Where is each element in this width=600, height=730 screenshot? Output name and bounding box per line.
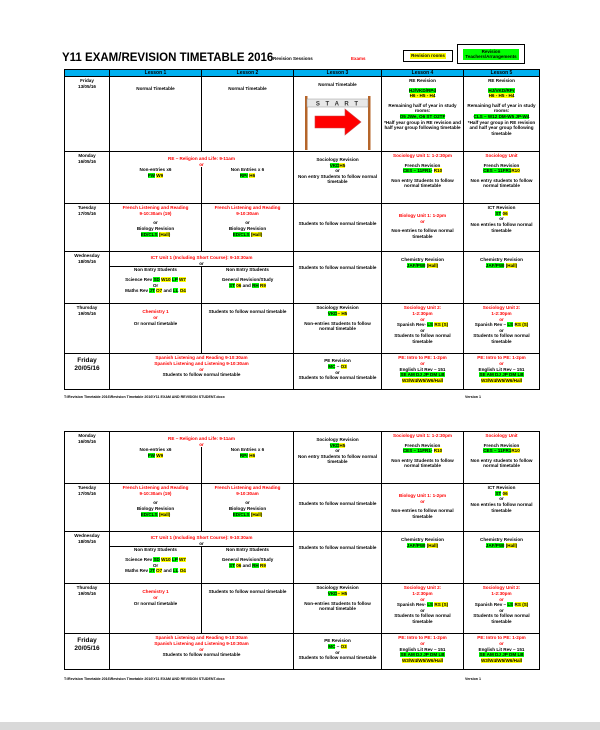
lesson-cell: French Listening and Reading 9-10:30am or Biology Revision ED/CLS (Hall) xyxy=(202,204,294,252)
lesson-cell-merged: Spanish Listening and Reading 9-10:30am Spanish Listening and Listening 9-10:30am or Students to follow normal timetable xyxy=(110,634,294,670)
lesson-cell: PE: Intro to PE: 1-2pm or English Lit Rev – 151 SE AM DJ JP DM LB W3/W4/W5/W6/Hall xyxy=(382,634,464,670)
svg-text:S T A R T: S T A R T xyxy=(315,101,360,108)
timetable-table-copy xyxy=(64,431,540,670)
lesson-cell: Sociology Unit French Revision CES – 11FR1R10 Non entry students to follow normal timetable xyxy=(464,432,540,484)
lesson-cell: Students to follow normal timetable xyxy=(294,204,382,252)
lesson-cell: Normal Timetable xyxy=(202,77,294,152)
lesson-cell: PE: Intro to PE: 1-2pm or English Lit Rev – 151 SE AM DJ JP DM LB W3/W4/W5/W6/Hall xyxy=(464,354,540,390)
lesson-cell: Students to follow normal timetable xyxy=(202,304,294,354)
lesson-cell: Students to follow normal timetable xyxy=(294,252,382,304)
footer-path: T:\Revision Timetable 2016\Revision Timetable 2016\Y11 EXAM AND REVISION STUDENT.docx xyxy=(64,395,225,399)
lesson-cell: Students to follow normal timetable xyxy=(202,584,294,634)
table-row-friday-20 xyxy=(65,354,540,390)
lesson-cell: Sociology Revision VKDH5 or Non entry Students to follow normal timetable xyxy=(294,432,382,484)
lesson-cell: Chemistry Revision JAF/PWI (Hall) xyxy=(382,532,464,584)
table-row-monday xyxy=(65,432,540,484)
day-cell: Friday 20/05/16 xyxy=(65,354,110,390)
lesson-cell: Students to follow normal timetable xyxy=(294,532,382,584)
lesson-cell-merged: RE – Religion and Life: 9-11am or Non-entries x6 FW W9 Non Entries x 6 RPr H6 xyxy=(110,152,294,204)
start-arrow-icon xyxy=(303,92,373,150)
lesson-cell: Sociology Unit 1: 1-2:30pm French Revision CES – 11FR1- R10 Non entry Students to follow normal timetable xyxy=(382,432,464,484)
header-lesson-5: Lesson 5 xyxy=(464,70,540,77)
table-row-friday-13 xyxy=(65,77,540,152)
document-page-2 xyxy=(0,420,600,722)
lesson-cell: PE: Intro to PE: 1-2pm or English Lit Rev – 151 SE AM DJ JP DM LB W3/W4/W5/W6/Hall xyxy=(464,634,540,670)
day-cell: Tuesday 17/05/16 xyxy=(65,484,110,532)
header-row xyxy=(65,70,540,77)
table-row-monday xyxy=(65,152,540,204)
lesson-cell: Normal Timetable S T A R T xyxy=(294,77,382,152)
table-row-thursday xyxy=(65,304,540,354)
day-cell: Wednesday 18/05/16 xyxy=(65,532,110,584)
timetable-table xyxy=(64,69,540,390)
day-cell: Thursday 19/05/16 xyxy=(65,584,110,634)
lesson-cell: Biology Unit 1: 1-2pm or Non-entries to follow normal timetable xyxy=(382,484,464,532)
lesson-cell-merged: RE – Religion and Life: 9-11am or Non-entries x6 FW W9 Non Entries x 6 RPr H6 xyxy=(110,432,294,484)
lesson-cell: Chemistry 1 or Or normal timetable xyxy=(110,304,202,354)
table-row-wednesday xyxy=(65,532,540,584)
legend-revision-sessions: Revision Sessions xyxy=(273,56,313,61)
table-row-wednesday xyxy=(65,252,540,304)
header-lesson-1: Lesson 1 xyxy=(110,70,202,77)
lesson-cell: RE Revision HJ/VKD/RPd H6 - H5 - H4 Remaining half of year in study rooms: O5 JWe, O6 ST O2TF *Half year group in RE revision and half year group following timetable xyxy=(382,77,464,152)
lesson-cell: Chemistry 1 or Or normal timetable xyxy=(110,584,202,634)
lesson-cell-merged: ICT Unit 1 (Including Short Course): 9-10:30am or Non Entry Students Science Rev SD W10 LP W7 Or Maths Rev JT O7 and LL O4 Non Entry Students General Revision/Study ST 06 and RH R9 xyxy=(110,532,294,584)
lesson-cell: Sociology Unit 2: 1-2:30pm or Spanish Rev- LS RS (S) or Students to follow normal timetable xyxy=(382,584,464,634)
day-cell: Monday 16/05/16 xyxy=(65,432,110,484)
lesson-cell: Sociology Revision VKDH5 or Non entry Students to follow normal timetable xyxy=(294,152,382,204)
day-cell: Friday 13/05/16 xyxy=(65,77,110,152)
day-cell: Friday 20/05/16 xyxy=(65,634,110,670)
legend-exams: Exams xyxy=(351,56,366,61)
footer-path: T:\Revision Timetable 2016\Revision Timetable 2016\Y11 EXAM AND REVISION STUDENT.docx xyxy=(64,677,225,681)
legend-revision-rooms: Revision rooms xyxy=(403,50,453,62)
page-title: Y11 EXAM/REVISION TIMETABLE 2016 xyxy=(62,52,274,64)
lesson-cell: French Listening and Reading 9-10:30am (19) or Biology Revision ED/CLS (Hall) xyxy=(110,204,202,252)
day-cell: Thursday 19/05/16 xyxy=(65,304,110,354)
table-row-tuesday xyxy=(65,204,540,252)
lesson-cell: Sociology Revision VKD– H5 Non-entries Students to follow normal timetable xyxy=(294,304,382,354)
lesson-cell: Chemistry Revision JAF/PWI (Hall) xyxy=(464,252,540,304)
lesson-cell: Sociology Unit French Revision CES – 11FR1R10 Non entry students to follow normal timetable xyxy=(464,152,540,204)
lesson-cell: ICT Revision ST 06 or Non entries to follow normal timetable xyxy=(464,204,540,252)
lesson-cell: Sociology Revision VKD– H5 Non-entries Students to follow normal timetable xyxy=(294,584,382,634)
legend-revision-teachers: Revision Teachers/Arrangements xyxy=(457,44,525,64)
header-lesson-3: Lesson 3 xyxy=(294,70,382,77)
lesson-cell: Chemistry Revision JAF/PWI (Hall) xyxy=(382,252,464,304)
day-cell: Wednesday 18/05/16 xyxy=(65,252,110,304)
lesson-cell: ICT Revision ST 06 or Non entries to follow normal timetable xyxy=(464,484,540,532)
lesson-cell: PE Revision MC – O3 or Students to follow normal timetable xyxy=(294,634,382,670)
table-row-thursday xyxy=(65,584,540,634)
start-banner-graphic xyxy=(303,92,373,150)
lesson-cell-merged: Spanish Listening and Reading 9-10:30am Spanish Listening and Listening 9-10:30am or Students to follow normal timetable xyxy=(110,354,294,390)
lesson-cell-merged: ICT Unit 1 (Including Short Course): 9-10:30am or Non Entry Students Science Rev SD W10 LP W7 Or Maths Rev JT O7 and LL O4 Non Entry Students General Revision/Study ST 06 and RH R9 xyxy=(110,252,294,304)
lesson-cell: Sociology Unit 2: 1-2:30pm or Spanish Rev- LS RS (S) or Students to follow normal timetable xyxy=(382,304,464,354)
lesson-cell: PE Revision MC – O3 or Students to follow normal timetable xyxy=(294,354,382,390)
lesson-cell: Chemistry Revision JAF/PWI (Hall) xyxy=(464,532,540,584)
lesson-cell: PE: Intro to PE: 1-2pm or English Lit Rev – 151 SE AM DJ JP DM LB W3/W4/W5/W6/Hall xyxy=(382,354,464,390)
lesson-cell: Normal Timetable xyxy=(110,77,202,152)
footer-version: Version 1 xyxy=(465,677,481,681)
table-row-tuesday xyxy=(65,484,540,532)
table-row-friday-20 xyxy=(65,634,540,670)
lesson-cell: Sociology Unit 2: 1-2:30pm or Spanish Rev – LS RS (S) or Students to follow normal timetable xyxy=(464,584,540,634)
header-day xyxy=(65,70,110,77)
header-lesson-2: Lesson 2 xyxy=(202,70,294,77)
lesson-cell: Sociology Unit 1: 1-2:30pm French Revision CES – 11FR1- R10 Non entry Students to follow normal timetable xyxy=(382,152,464,204)
lesson-cell: French Listening and Reading 9-10:30am or Biology Revision ED/CLS (Hall) xyxy=(202,484,294,532)
lesson-cell: French Listening and Reading 9-10:30am (19) or Biology Revision ED/CLS (Hall) xyxy=(110,484,202,532)
day-cell: Tuesday 17/05/16 xyxy=(65,204,110,252)
footer-version: Version 1 xyxy=(465,395,481,399)
lesson-cell: Sociology Unit 2: 1-2:30pm or Spanish Rev – LS RS (S) or Students to follow normal timetable xyxy=(464,304,540,354)
day-cell: Monday 16/05/16 xyxy=(65,152,110,204)
lesson-cell: Students to follow normal timetable xyxy=(294,484,382,532)
lesson-cell: Biology Unit 1: 1-2pm or Non-entries to follow normal timetable xyxy=(382,204,464,252)
lesson-cell: RE Revision HJ/VKD/RPr H6 - H5 - H4 Remaining half of year in study rooms: CLS – W12 DM-W5 JP-W4 *Half year group in RE revision and half year group following timetable xyxy=(464,77,540,152)
header-lesson-4: Lesson 4 xyxy=(382,70,464,77)
